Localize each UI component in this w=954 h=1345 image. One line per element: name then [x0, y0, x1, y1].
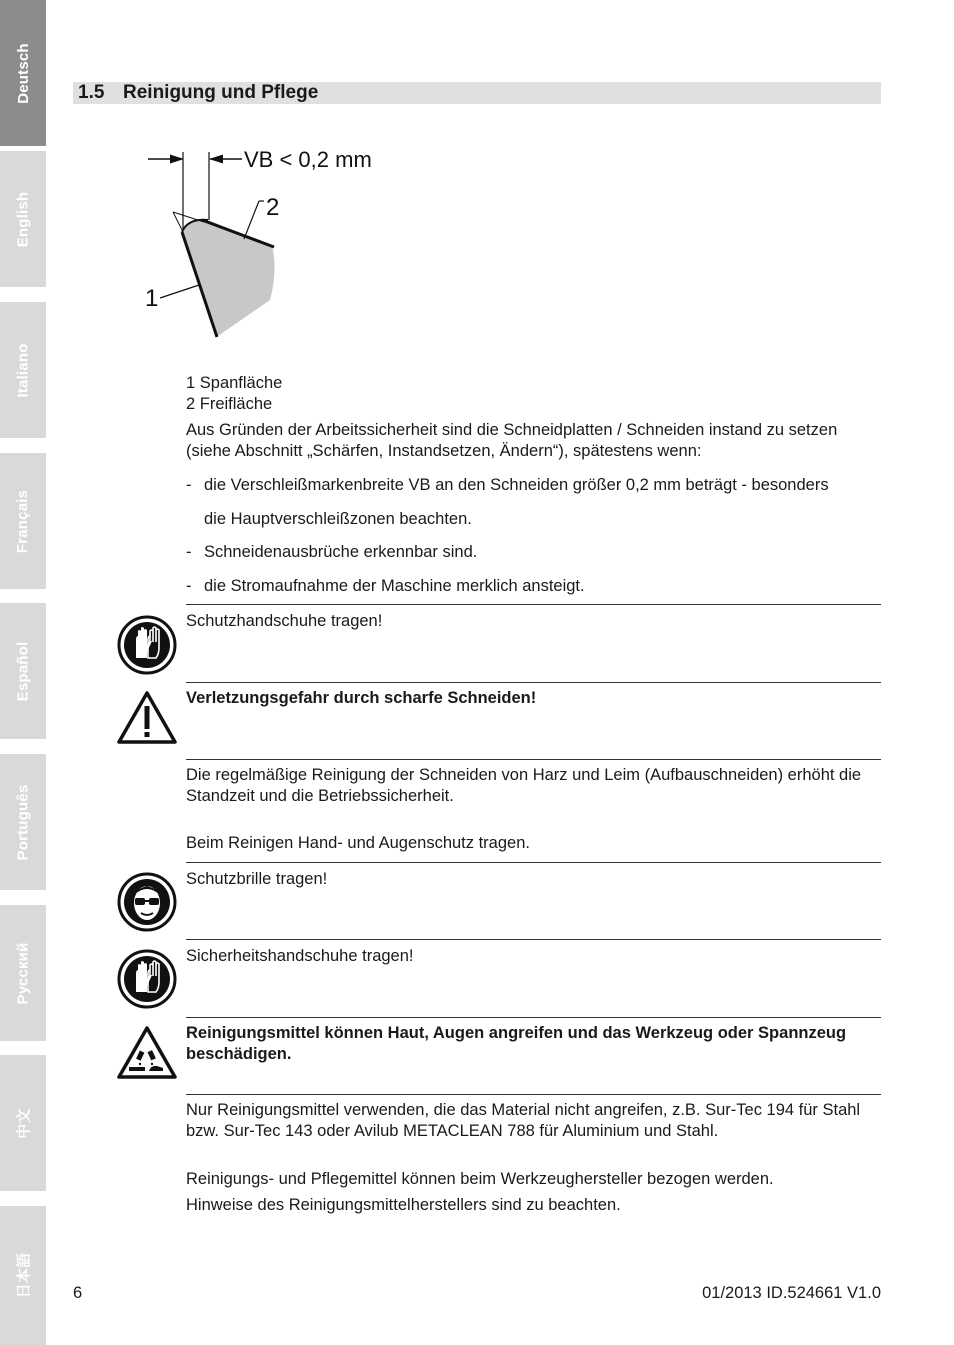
tab-label: Deutsch	[14, 42, 32, 104]
dimension-label: VB < 0,2 mm	[244, 147, 372, 172]
arrowhead-right	[209, 155, 223, 164]
tab-russian[interactable]	[0, 905, 46, 1041]
language-tabs	[0, 0, 46, 1345]
notice-goggles: Schutzbrille tragen!	[186, 870, 328, 888]
divider	[186, 1017, 881, 1018]
agents-paragraph: Nur Reinigungsmittel verwenden, die das Material nicht angreifen, z.B. Sur-Tec 194 für Stahl bzw. Sur-Tec 143 oder Avilub METACLEAN 788 für Aluminium und Stahl.	[186, 1101, 861, 1140]
protection-paragraph: Beim Reinigen Hand- und Augenschutz tragen.	[186, 834, 530, 852]
bullet-text: die Verschleißmarkenbreite VB an den Schneiden größer 0,2 mm beträgt - besonders	[204, 476, 829, 494]
tab-label: Português	[14, 784, 32, 860]
divider	[186, 939, 881, 940]
bullet-text: die Hauptverschleißzonen beachten.	[204, 510, 472, 528]
divider	[186, 862, 881, 863]
bullet-text: Schneidenausbrüche erkennbar sind.	[204, 543, 478, 561]
tab-espanol[interactable]	[0, 603, 46, 739]
tab-chinese[interactable]	[0, 1055, 46, 1191]
divider	[186, 759, 881, 760]
intro-paragraph: Aus Gründen der Arbeitssicherheit sind die Schneidplatten / Schneiden instand zu setzen (siehe Abschnitt „Schärfen, Instandsetzen, Ändern“), spätestens wenn:	[186, 421, 838, 460]
divider	[186, 682, 881, 683]
figure-label-2: 2	[266, 194, 280, 221]
legend-item: 1 Spanfläche	[186, 374, 283, 392]
protective-gloves-icon	[116, 614, 178, 676]
figure-label-1: 1	[145, 285, 159, 312]
warning-triangle-icon	[116, 690, 178, 746]
safety-gloves-icon	[116, 948, 178, 1010]
document-id: 01/2013 ID.524661 V1.0	[702, 1284, 881, 1302]
arrowhead-left	[170, 155, 184, 164]
bullet-text: die Stromaufnahme der Maschine merklich ansteigt.	[204, 577, 585, 595]
divider	[186, 604, 881, 605]
supplier-paragraph: Reinigungs- und Pflegemittel können beim Werkzeughersteller bezogen werden.	[186, 1170, 774, 1188]
tab-label: Français	[14, 489, 32, 553]
leader-line-1	[160, 285, 199, 298]
wear-mark-diagram	[140, 140, 420, 345]
tab-label: 中文	[15, 1107, 33, 1139]
tab-francais[interactable]	[0, 453, 46, 589]
divider	[186, 1094, 881, 1095]
safety-goggles-icon	[116, 871, 178, 933]
bullet-dash: -	[186, 476, 192, 494]
hints-paragraph: Hinweise des Reinigungsmittelherstellers sind zu beachten.	[186, 1196, 621, 1214]
notice-gloves: Schutzhandschuhe tragen!	[186, 612, 383, 630]
corrosive-warning-icon	[116, 1025, 178, 1081]
section-title	[78, 82, 318, 104]
tab-english[interactable]	[0, 151, 46, 287]
section-title-text: Reinigung und Pflege	[123, 82, 319, 103]
bullet-dash: -	[186, 543, 192, 561]
tab-deutsch[interactable]	[0, 0, 46, 146]
notice-safety-gloves: Sicherheitshandschuhe tragen!	[186, 947, 414, 965]
tab-japanese[interactable]	[0, 1206, 46, 1345]
cleaning-paragraph: Die regelmäßige Reinigung der Schneiden von Harz und Leim (Aufbauschneiden) erhöht die Standzeit und die Betriebssicherheit.	[186, 766, 862, 805]
tab-label: Русский	[14, 941, 32, 1005]
tab-label: Español	[14, 641, 32, 701]
warning-cleaning-agents: Reinigungsmittel können Haut, Augen angreifen und das Werkzeug oder Spannzeug beschädigen.	[186, 1024, 847, 1063]
tab-italiano[interactable]	[0, 302, 46, 438]
tab-portugues[interactable]	[0, 754, 46, 890]
tab-label: Italiano	[14, 342, 32, 398]
warning-sharp-edges: Verletzungsgefahr durch scharfe Schneiden!	[186, 689, 537, 707]
bullet-dash: -	[186, 577, 192, 595]
leader-line-2	[244, 201, 259, 239]
page-number: 6	[73, 1284, 83, 1302]
tab-label: 日本語	[15, 1252, 33, 1299]
legend-item: 2 Freifläche	[186, 395, 273, 413]
tab-label: English	[14, 191, 32, 247]
section-number: 1.5	[78, 82, 105, 103]
